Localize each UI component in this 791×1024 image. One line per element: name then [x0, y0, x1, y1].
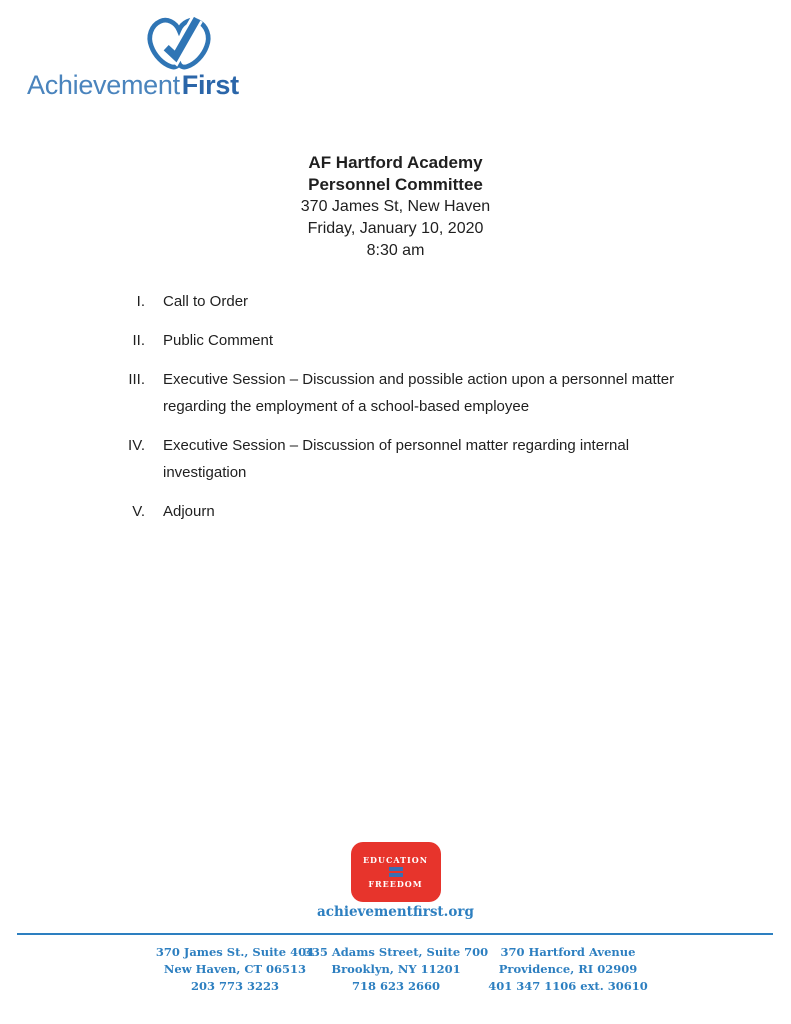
badge-education-label: EDUCATION	[362, 855, 429, 865]
office-phone: 401 347 1106 ext. 30610	[488, 979, 648, 993]
agenda-item-numeral: V.	[132, 503, 145, 520]
meeting-title: AF Hartford Academy	[308, 153, 483, 172]
agenda-item-numeral: IV.	[128, 437, 145, 454]
agenda-item	[108, 498, 678, 525]
af-logo	[27, 12, 277, 104]
agenda-item-text: Executive Session – Discussion and possible action upon a personnel matter regarding the employment of a school-based employee	[163, 371, 675, 415]
logo-word-first: First	[181, 70, 239, 100]
agenda-item-text: Executive Session – Discussion of personnel matter regarding internal investigation	[163, 437, 630, 481]
agenda-item-text: Public Comment	[163, 332, 274, 349]
office-city: Brooklyn, NY 11201	[331, 962, 461, 976]
office-street: 335 Adams Street, Suite 700	[303, 945, 489, 959]
logo-wordmark	[27, 70, 239, 100]
meeting-date: Friday, January 10, 2020	[307, 220, 484, 237]
agenda-item-numeral: III.	[128, 371, 145, 388]
agenda-list	[108, 288, 678, 537]
office-street: 370 Hartford Avenue	[500, 945, 636, 959]
office-city: Providence, RI 02909	[498, 962, 638, 976]
agenda-item	[108, 366, 678, 420]
office-phone: 718 623 2660	[351, 979, 441, 993]
apple-checkmark-icon	[145, 14, 213, 76]
agenda-item	[108, 327, 678, 354]
agenda-item-text: Call to Order	[163, 293, 249, 310]
badge-freedom-label: FREEDOM	[368, 879, 423, 889]
website-link[interactable]: achievementfirst.org	[317, 904, 474, 920]
education-freedom-badge	[351, 842, 441, 902]
agenda-item-numeral: II.	[132, 332, 145, 349]
committee-name: Personnel Committee	[308, 175, 483, 194]
meeting-header	[0, 152, 791, 262]
footer-divider	[17, 933, 773, 935]
office-column-brooklyn	[301, 944, 491, 995]
meeting-time: 8:30 am	[366, 242, 425, 259]
agenda-item-numeral: I.	[136, 293, 145, 310]
office-street: 370 James St., Suite 404	[155, 945, 315, 959]
agenda-item	[108, 288, 678, 315]
office-city: New Haven, CT 06513	[163, 962, 307, 976]
office-column-providence	[473, 944, 663, 995]
meeting-address: 370 James St, New Haven	[300, 198, 491, 215]
agenda-item-text: Adjourn	[163, 503, 215, 520]
office-phone: 203 773 3223	[190, 979, 280, 993]
agenda-item	[108, 432, 678, 486]
equals-icon	[389, 867, 403, 877]
logo-word-achievement: Achievement	[27, 70, 180, 100]
